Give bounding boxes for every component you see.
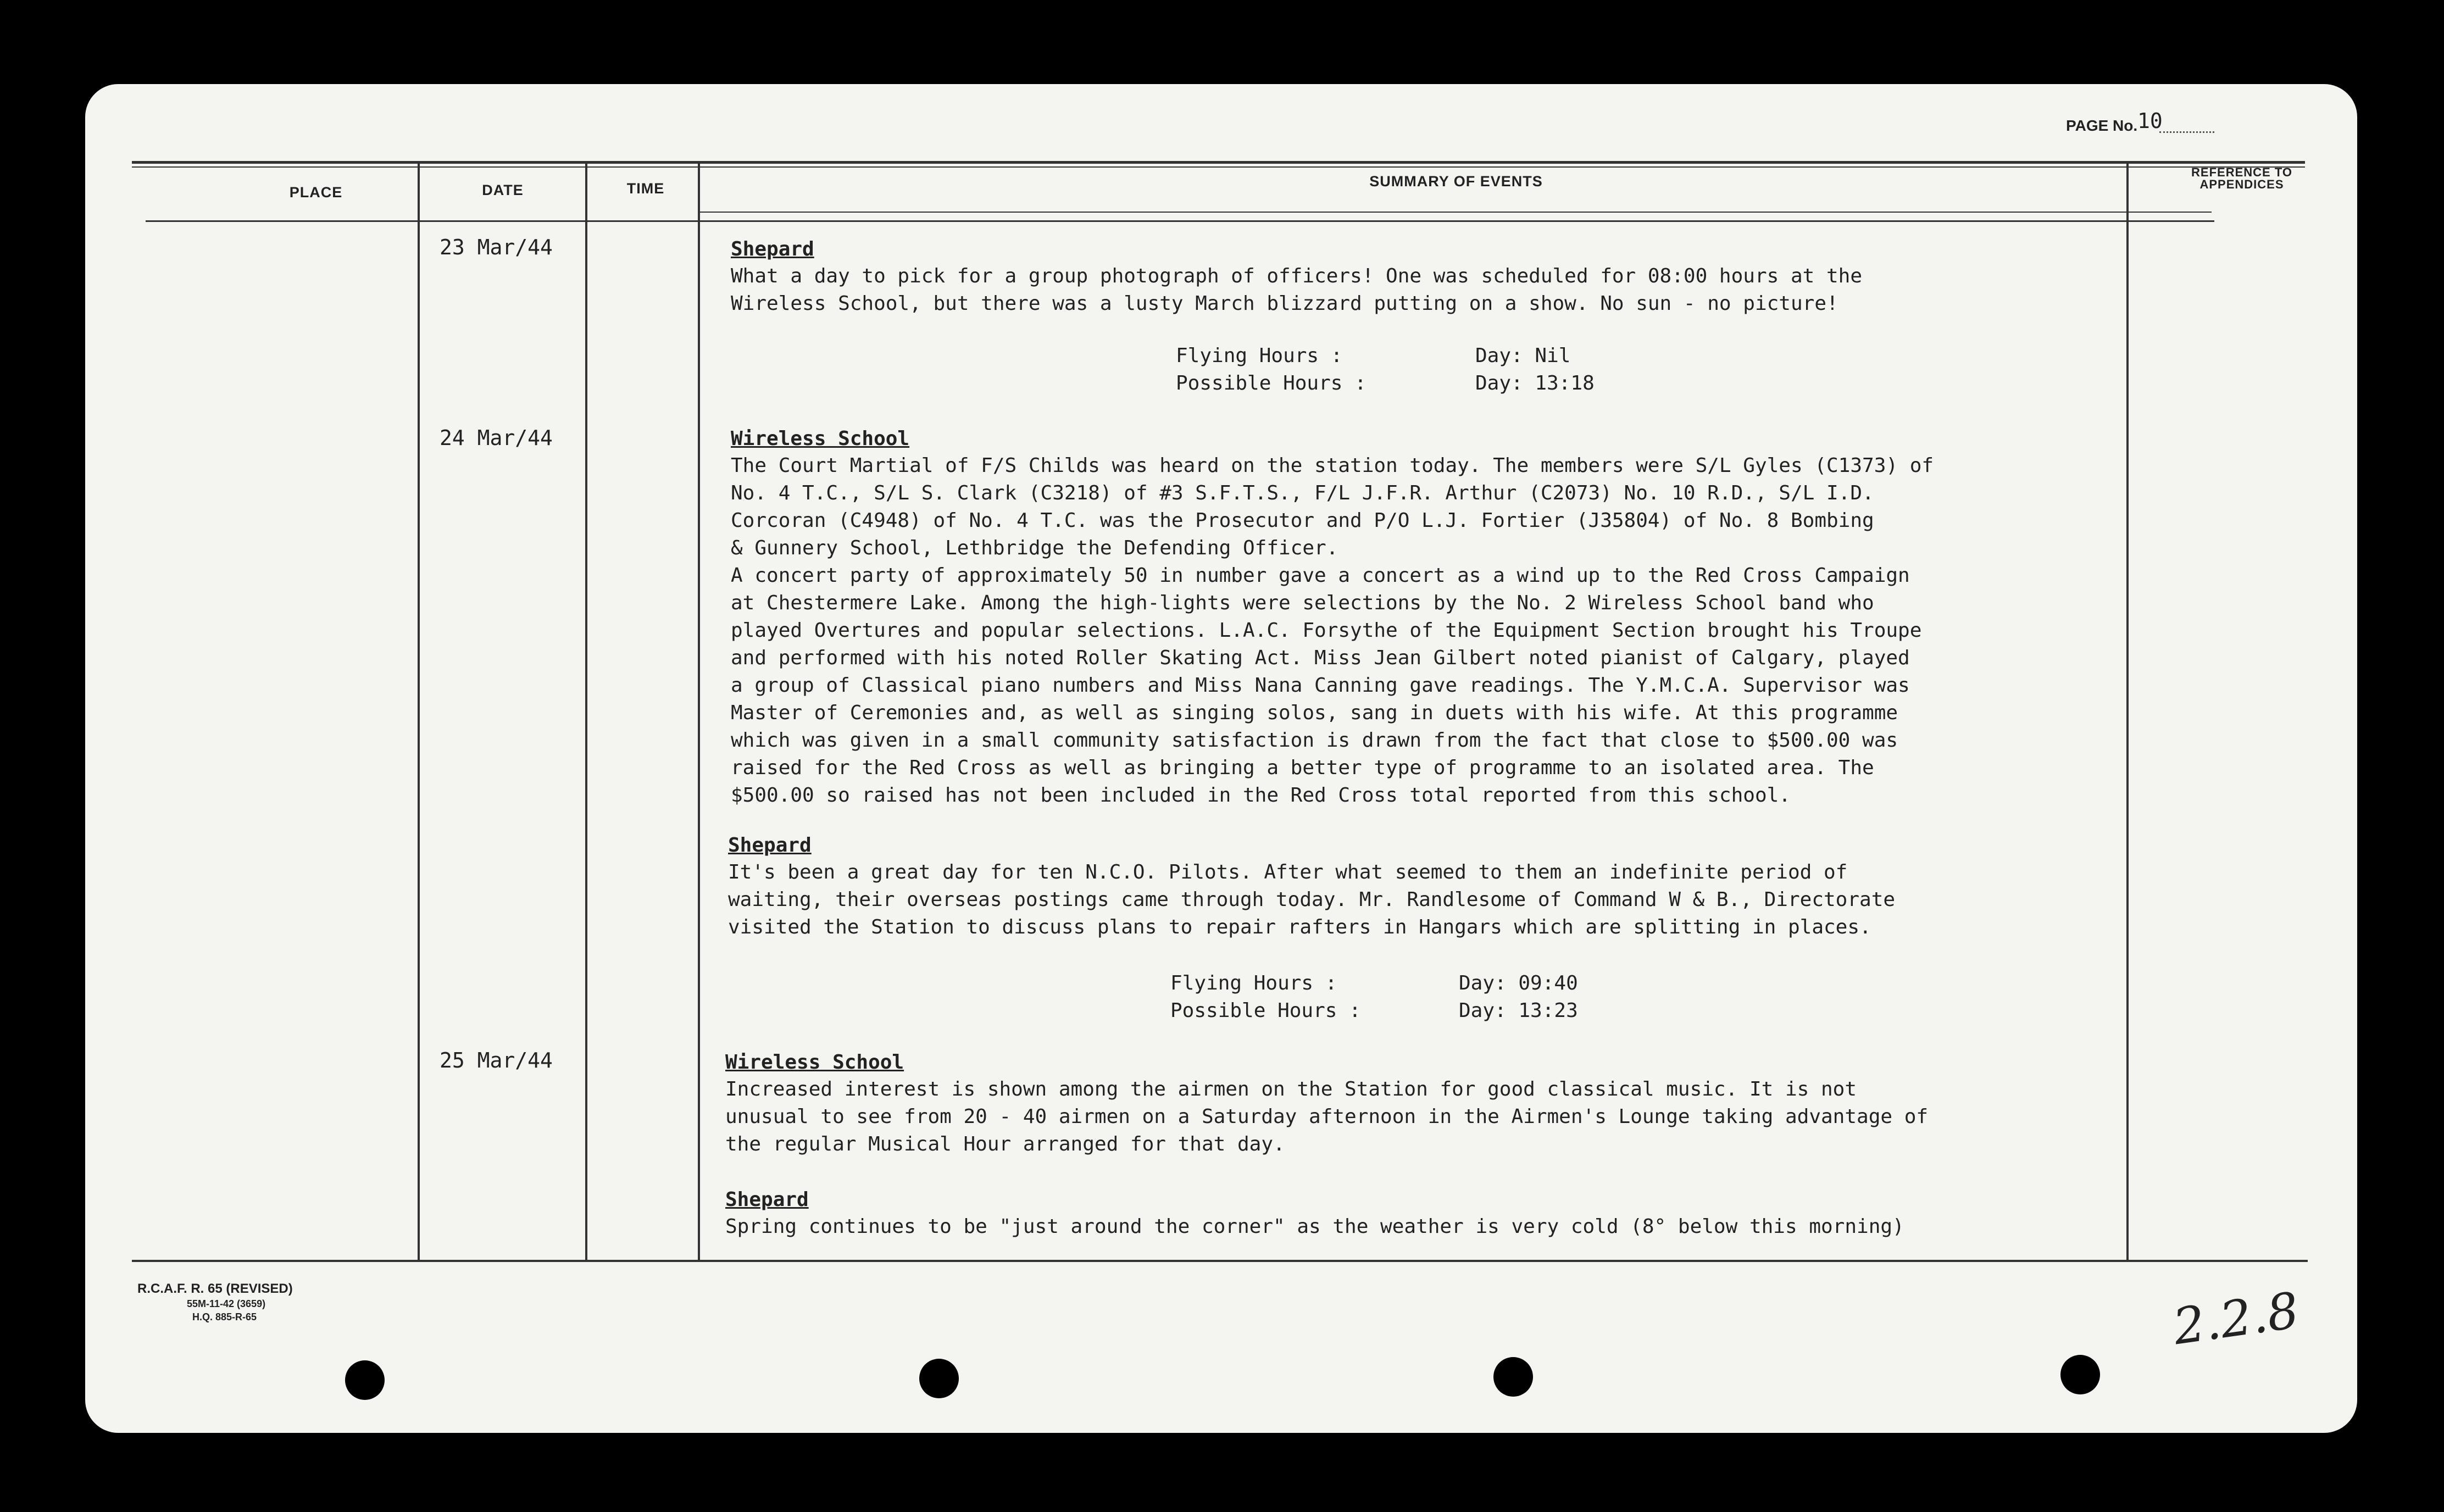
footer-rule: [132, 1260, 2308, 1262]
column-header-time: TIME: [626, 180, 665, 197]
possible-hours-label: Possible Hours :: [1176, 372, 1367, 394]
form-hq-code: H.Q. 885-R-65: [192, 1311, 257, 1322]
column-divider-place-date: [418, 161, 420, 1260]
column-divider-summary-reference: [2126, 161, 2129, 1260]
header-top-rule: [132, 161, 2305, 164]
entry-line: Wireless School, but there was a lusty March blizzard putting on a show. No sun - no picture!: [731, 292, 1838, 315]
column-header-date: DATE: [482, 182, 524, 198]
flying-hours-label: Flying Hours :: [1170, 972, 1337, 994]
form-print-code: 55M-11-42 (3659): [187, 1298, 266, 1309]
entry-line: A concert party of approximately 50 in number gave a concert as a wind up to the Red Cross Campaign: [731, 564, 1910, 587]
possible-hours-day: Day: 13:18: [1475, 372, 1595, 394]
entry-text: [725, 1213, 1904, 1241]
punch-hole: [345, 1360, 385, 1400]
flying-hours-day: Day: 09:40: [1459, 972, 1578, 994]
entry-line: played Overtures and popular selections. L.A.C. Forsythe of the Equipment Section brought his Troupe: [731, 619, 1922, 642]
entry-line: which was given in a small community satisfaction is drawn from the fact that close to $500.00 was: [731, 729, 1898, 752]
entry-line: $500.00 so raised has not been included in the Red Cross total reported from this school.: [731, 784, 1791, 807]
flying-hours-label: Flying Hours :: [1176, 344, 1343, 367]
entry-line: It's been a great day for ten N.C.O. Pilots. After what seemed to them an indefinite period of: [728, 861, 1848, 883]
column-header-place: PLACE: [289, 184, 343, 201]
possible-hours-label: Possible Hours :: [1170, 999, 1361, 1022]
form-info: [137, 1281, 293, 1324]
entry-line: visited the Station to discuss plans to repair rafters in Hangars which are splitting in places.: [728, 916, 1871, 938]
reference-header-line2: APPENDICES: [2199, 177, 2284, 191]
entry-line: Spring continues to be "just around the corner" as the weather is very cold (8° below this morning): [725, 1215, 1904, 1238]
entry-line: The Court Martial of F/S Childs was heard on the station today. The members were S/L Gyles (C1373) of: [731, 454, 1934, 477]
entry-title: Shepard: [728, 834, 812, 857]
column-header-summary: SUMMARY OF EVENTS: [1369, 173, 1543, 190]
entry-line: No. 4 T.C., S/L S. Clark (C3218) of #3 S.F.T.S., F/L J.F.R. Arthur (C2073) No. 10 R.D., S/L I.D.: [731, 482, 1874, 504]
page-number-label: PAGE No.: [2066, 117, 2138, 134]
entry-text: [725, 1076, 1928, 1158]
column-divider-date-time: [585, 161, 587, 1260]
entry-line: Increased interest is shown among the airmen on the Station for good classical music. It is not: [725, 1078, 1857, 1100]
date-entry: 25 Mar/44: [440, 1048, 553, 1072]
entry-line: waiting, their overseas postings came through today. Mr. Randlesome of Command W & B., Directorate: [728, 888, 1896, 911]
reference-header-line1: REFERENCE TO: [2191, 165, 2292, 179]
date-entry: 23 Mar/44: [440, 235, 553, 259]
entry-line: at Chestermere Lake. Among the high-lights were selections by the No. 2 Wireless School band who: [731, 592, 1874, 614]
entry-line: a group of Classical piano numbers and Miss Nana Canning gave readings. The Y.M.C.A. Supervisor was: [731, 674, 1910, 697]
header-top-rule-thin: [132, 166, 2305, 168]
entry-line: Corcoran (C4948) of No. 4 T.C. was the Prosecutor and P/O L.J. Fortier (J35804) of No. 8 Bombing: [731, 509, 1874, 532]
record-sheet: [85, 84, 2357, 1433]
punch-hole: [1493, 1357, 1533, 1397]
entry-title: Wireless School: [725, 1051, 904, 1074]
punch-hole: [2060, 1355, 2100, 1394]
column-header-reference: [2132, 166, 2352, 191]
form-number: R.C.A.F. R. 65 (REVISED): [137, 1281, 293, 1296]
entry-line: raised for the Red Cross as well as bringing a better type of programme to an isolated area. The: [731, 757, 1874, 779]
summary-header-rule: [698, 212, 2212, 213]
page-number: 10: [2137, 109, 2163, 133]
entry-line: and performed with his noted Roller Skating Act. Miss Jean Gilbert noted pianist of Calgary, played: [731, 647, 1910, 669]
entry-title: Wireless School: [731, 427, 910, 450]
entry-line: Master of Ceremonies and, as well as singing solos, sang in duets with his wife. At this programme: [731, 702, 1898, 724]
page-number-dotted-line: [2159, 131, 2214, 133]
entry-text: [728, 859, 1895, 941]
entry-line: & Gunnery School, Lethbridge the Defending Officer.: [731, 537, 1338, 559]
date-entry: 24 Mar/44: [440, 426, 553, 450]
entry-title: Shepard: [725, 1188, 809, 1211]
handwritten-mark: 2.2.8: [2169, 1281, 2303, 1357]
column-divider-time-summary: [698, 161, 700, 1260]
entry-line: What a day to pick for a group photograph of officers! One was scheduled for 08:00 hours at the: [731, 265, 1863, 287]
entry-title: Shepard: [731, 238, 814, 260]
punch-hole: [919, 1359, 959, 1398]
possible-hours-day: Day: 13:23: [1459, 999, 1578, 1022]
flying-hours-day: Day: Nil: [1475, 344, 1571, 367]
entry-line: unusual to see from 20 - 40 airmen on a Saturday afternoon in the Airmen's Lounge taking advantage of: [725, 1105, 1929, 1128]
entry-text: [731, 452, 1934, 809]
entry-line: the regular Musical Hour arranged for that day.: [725, 1133, 1285, 1155]
header-bottom-rule: [146, 220, 2214, 222]
entry-text: [731, 263, 1862, 318]
